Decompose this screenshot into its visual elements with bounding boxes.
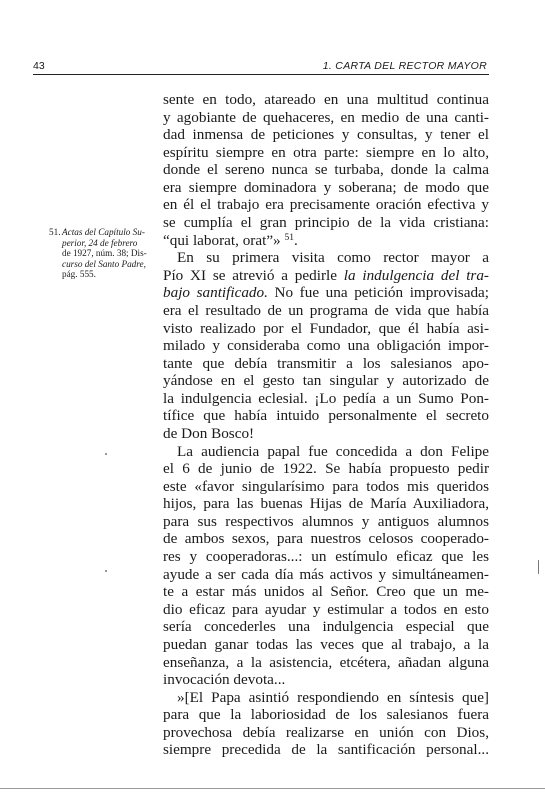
text-line: espíritu siempre en otra parte: siempre en lo alto, [163, 143, 489, 161]
text-line [163, 284, 489, 302]
text-line [163, 267, 489, 285]
margin-note-text: perior, 24 de febrero [62, 237, 138, 248]
text-line: enseñanza, a la asistencia, etcétera, añadan alguna [163, 653, 489, 671]
quote-text: “qui laborat, orat”» [163, 231, 281, 249]
italic-phrase: bajo santificado. [163, 284, 268, 302]
margin-speck [105, 453, 107, 455]
text-line: ayude a ser cada día más activos y simultáneamen- [163, 565, 489, 583]
text-line: de Don Bosco! [163, 424, 255, 442]
text-line: y agobiante de quehaceres, en medio de una canti- [163, 108, 489, 126]
running-header [33, 60, 489, 75]
text-line: dad inmensa de peticiones y consultas, y tener el [163, 126, 489, 144]
bottom-edge-line [0, 788, 545, 789]
margin-note-line [49, 238, 152, 249]
text-line: siempre precedida de la santificación personal... [163, 741, 489, 759]
text-line: invocación devota... [163, 671, 286, 689]
margin-note-text: curso del Santo Padre, [62, 258, 146, 269]
text-line: yándose en el gesto tan singular y autorizado de [163, 372, 489, 390]
margin-note-number: 51. [49, 227, 61, 237]
margin-speck [105, 570, 107, 572]
text-line: donde el sereno nunca se turbaba, donde la calma [163, 161, 489, 179]
text-line: de ambos sexos, para nuestros celosos cooperado- [163, 530, 489, 548]
text-line: tífice que había intuido personalmente el secreto [163, 407, 489, 425]
text-line: milado y consideraba como una obligación impor- [163, 337, 489, 355]
text-line: visto realizado por el Fundador, que él había asi- [163, 319, 489, 337]
margin-note-line: de 1927, núm. 38; Dis- [62, 248, 147, 259]
text-line: “qui laborat, orat”» $^{51}$. [163, 231, 298, 249]
text-line: tante que debía transmitir a los salesianos apo- [163, 354, 489, 372]
italic-phrase: la indulgencia del tra- [343, 266, 489, 284]
text-line: era siempre dominadora y soberana; de modo que [163, 178, 489, 196]
margin-note [49, 227, 152, 280]
text-line: la indulgencia eclesial. ¡Lo pedía a un Sumo Pon- [163, 389, 489, 407]
margin-note-line [49, 227, 152, 238]
text-line: el 6 de junio de 1922. Se había propuesto pedir [163, 460, 489, 478]
text-line: te a estar más unidos al Señor. Creo que un me- [163, 583, 489, 601]
text-line: »[El Papa asintió respondiendo en síntesis que] [177, 688, 489, 706]
text-line: hijos, para las buenas Hijas de María Auxiliadora, [163, 495, 489, 513]
running-title: 1. CARTA DEL RECTOR MAYOR [322, 60, 487, 72]
margin-note-text: Actas del Capítulo Su- [62, 227, 145, 237]
text-line: este «favor singularísimo para todos mis queridos [163, 477, 489, 495]
margin-speck [538, 560, 539, 574]
text-run: No fue una petición improvisada; [274, 284, 490, 302]
text-line: La audiencia papal fue concedida a don Felipe [177, 442, 489, 460]
text-run: Pío XI se atrevió a pedirle [163, 266, 337, 284]
text-line: sería concederles una indulgencia especial que [163, 618, 489, 636]
page-number: 43 [33, 60, 45, 72]
text-line: dio eficaz para ayudar y estimular a todos en esto [163, 600, 489, 618]
text-line: se cumplía el gran principio de la vida cristiana: [163, 214, 489, 232]
text-line: puedan ganar todas las veces que al trabajo, a la [163, 635, 489, 653]
text-line: para sus respectivos alumnos y antiguos alumnos [163, 512, 489, 530]
text-line: en él el trabajo era precisamente oración efectiva y [163, 196, 489, 214]
body-text [163, 91, 489, 759]
margin-note-line [49, 259, 152, 270]
text-line: res y cooperadoras...: un estímulo eficaz que les [163, 548, 489, 566]
text-line: para que la laboriosidad de los salesianos fuera [163, 706, 489, 724]
text-line: En su primera visita como rector mayor a [177, 249, 489, 267]
text-line: sente en todo, atareado en una multitud continua [163, 91, 489, 108]
footnote-reference: 51 [284, 232, 294, 243]
text-line: provechosa debía realizarse en unión con Dios, [163, 723, 489, 741]
text-line: era el resultado de un programa de vida que había [163, 301, 489, 319]
margin-note-line: pág. 555. [62, 269, 96, 280]
